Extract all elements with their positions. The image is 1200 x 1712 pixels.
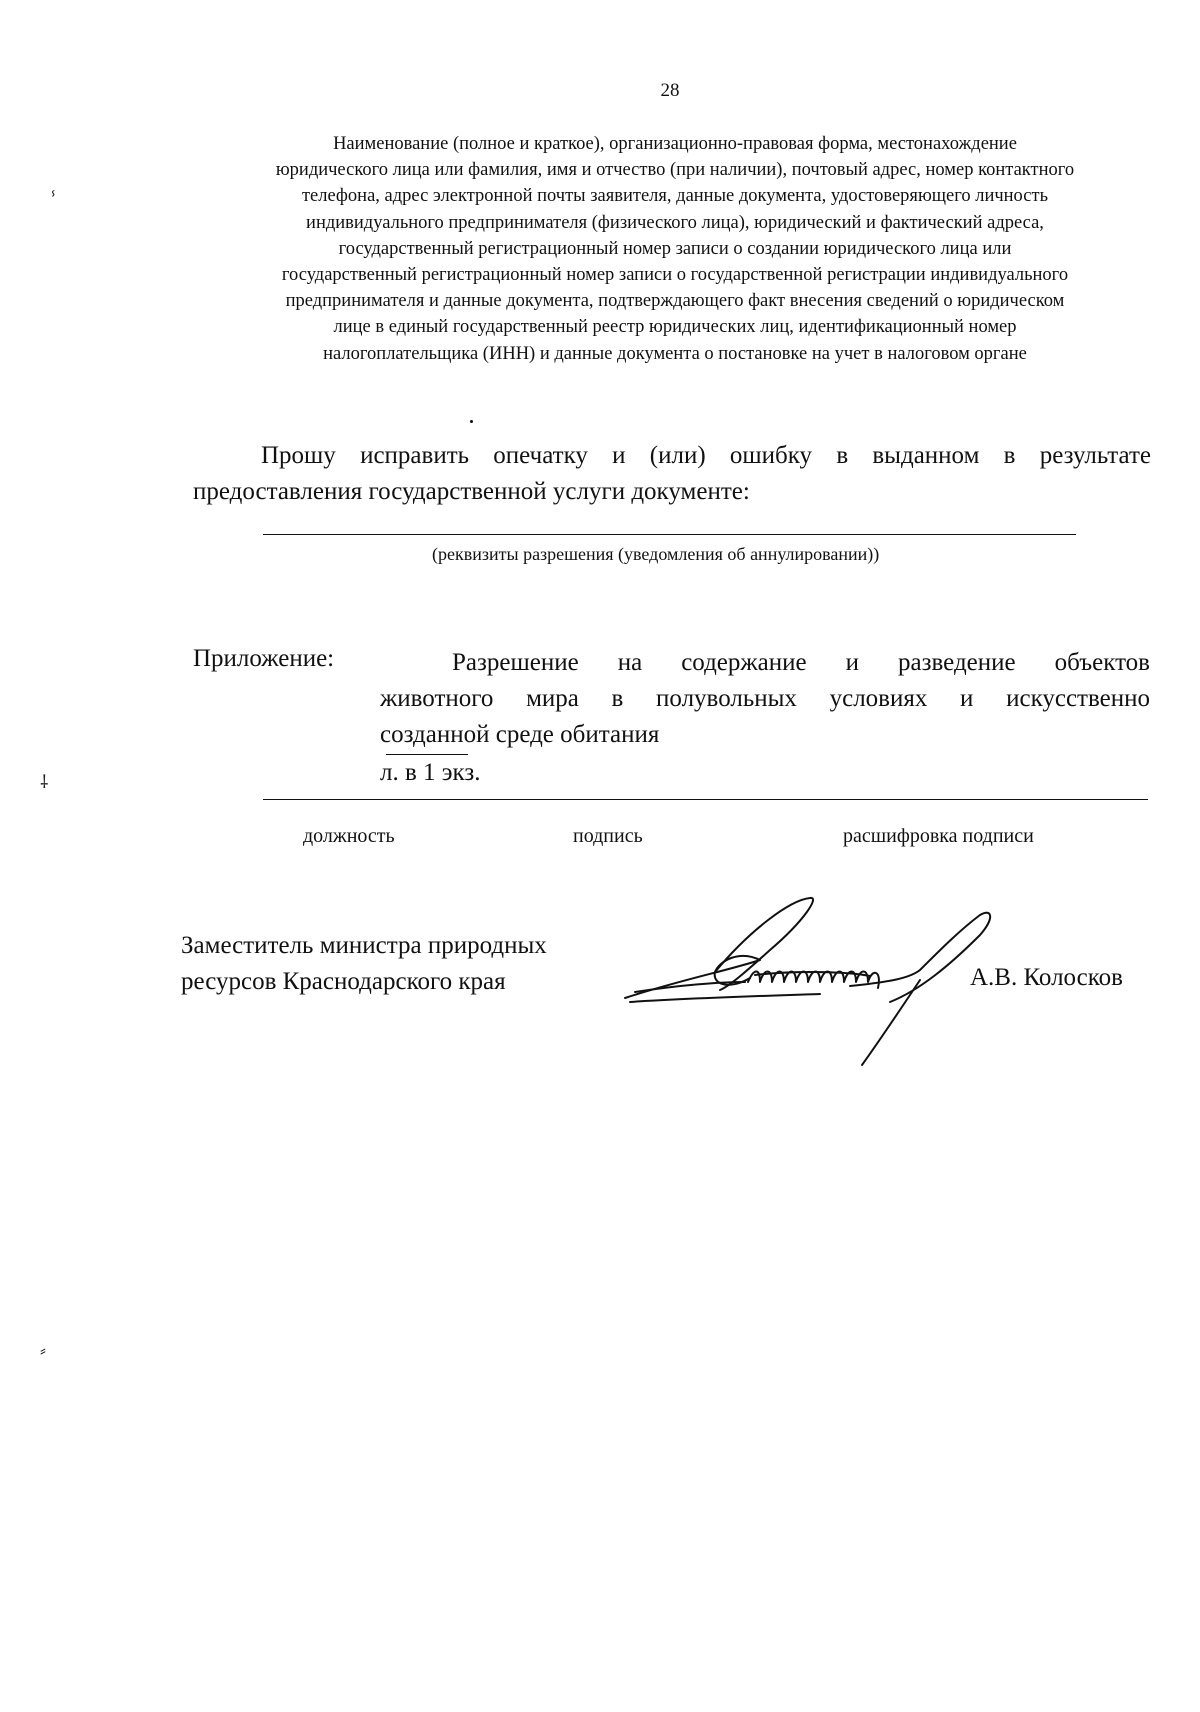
request-line: предоставления государственной услуги документе: — [193, 478, 750, 505]
signature-decoding-caption: расшифровка подписи — [843, 825, 1034, 847]
caption-line: государственный регистрационный номер записи о создании юридического лица или — [338, 238, 1012, 259]
signer-title-line: ресурсов Краснодарского края — [181, 968, 506, 995]
caption-line: Наименование (полное и краткое), организационно-правовая форма, местонахождение — [333, 134, 1017, 154]
signature-caption: подпись — [573, 825, 643, 847]
caption-line: предпринимателя и данные документа, подтверждающего факт внесения сведений о юридическом — [285, 291, 1065, 312]
stray-dot — [470, 420, 473, 423]
signature-blank-line — [263, 799, 1148, 800]
requisites-blank-line — [263, 534, 1076, 535]
page-number: 28 — [660, 80, 680, 101]
caption-line: телефона, адрес электронной почты заявителя, данные документа, удостоверяющего личность — [301, 186, 1049, 207]
request-line: Прошу исправить опечатку и (или) ошибку в выданном в результате — [261, 442, 1151, 469]
attachment-line: Разрешение на содержание и разведение объектов — [452, 649, 1150, 676]
attachment-line — [380, 717, 1150, 791]
attachment-label: Приложение: — [193, 645, 335, 672]
signer-title — [181, 928, 547, 1000]
attachment-line-end: л. в 1 экз. — [380, 759, 481, 786]
scan-speck: ⸗ — [40, 1340, 46, 1360]
attachment-line: животного мира в полувольных условиях и искусственно — [380, 685, 1150, 712]
signer-name: А.В. Колосков — [970, 964, 1123, 991]
applicant-details-caption — [195, 131, 1155, 367]
caption-line: государственный регистрационный номер записи о государственной регистрации индивидуального — [281, 265, 1069, 286]
sheet-count-blank — [386, 753, 468, 755]
requisites-caption: (реквизиты разрешения (уведомления об аннулировании)) — [432, 544, 880, 564]
position-caption: должность — [303, 825, 395, 847]
caption-line: лице в единый государственный реестр юридических лиц, идентификационный номер — [333, 317, 1017, 338]
signer-title-line: Заместитель министра природных — [181, 932, 547, 959]
scan-speck: ⸸ — [40, 772, 49, 792]
scan-speck: ⸯ — [48, 192, 59, 212]
attachment-text — [380, 645, 1150, 791]
caption-line: юридического лица или фамилия, имя и отчество (при наличии), почтовый адрес, номер контактного — [275, 160, 1075, 181]
caption-line: налогоплательщика (ИНН) и данные документа о постановке на учет в налоговом органе — [323, 343, 1027, 364]
attachment-line-start: созданной среде обитания — [380, 721, 660, 748]
request-paragraph — [193, 438, 1151, 510]
caption-line: индивидуального предпринимателя (физического лица), юридический и фактический адреса, — [306, 212, 1044, 233]
